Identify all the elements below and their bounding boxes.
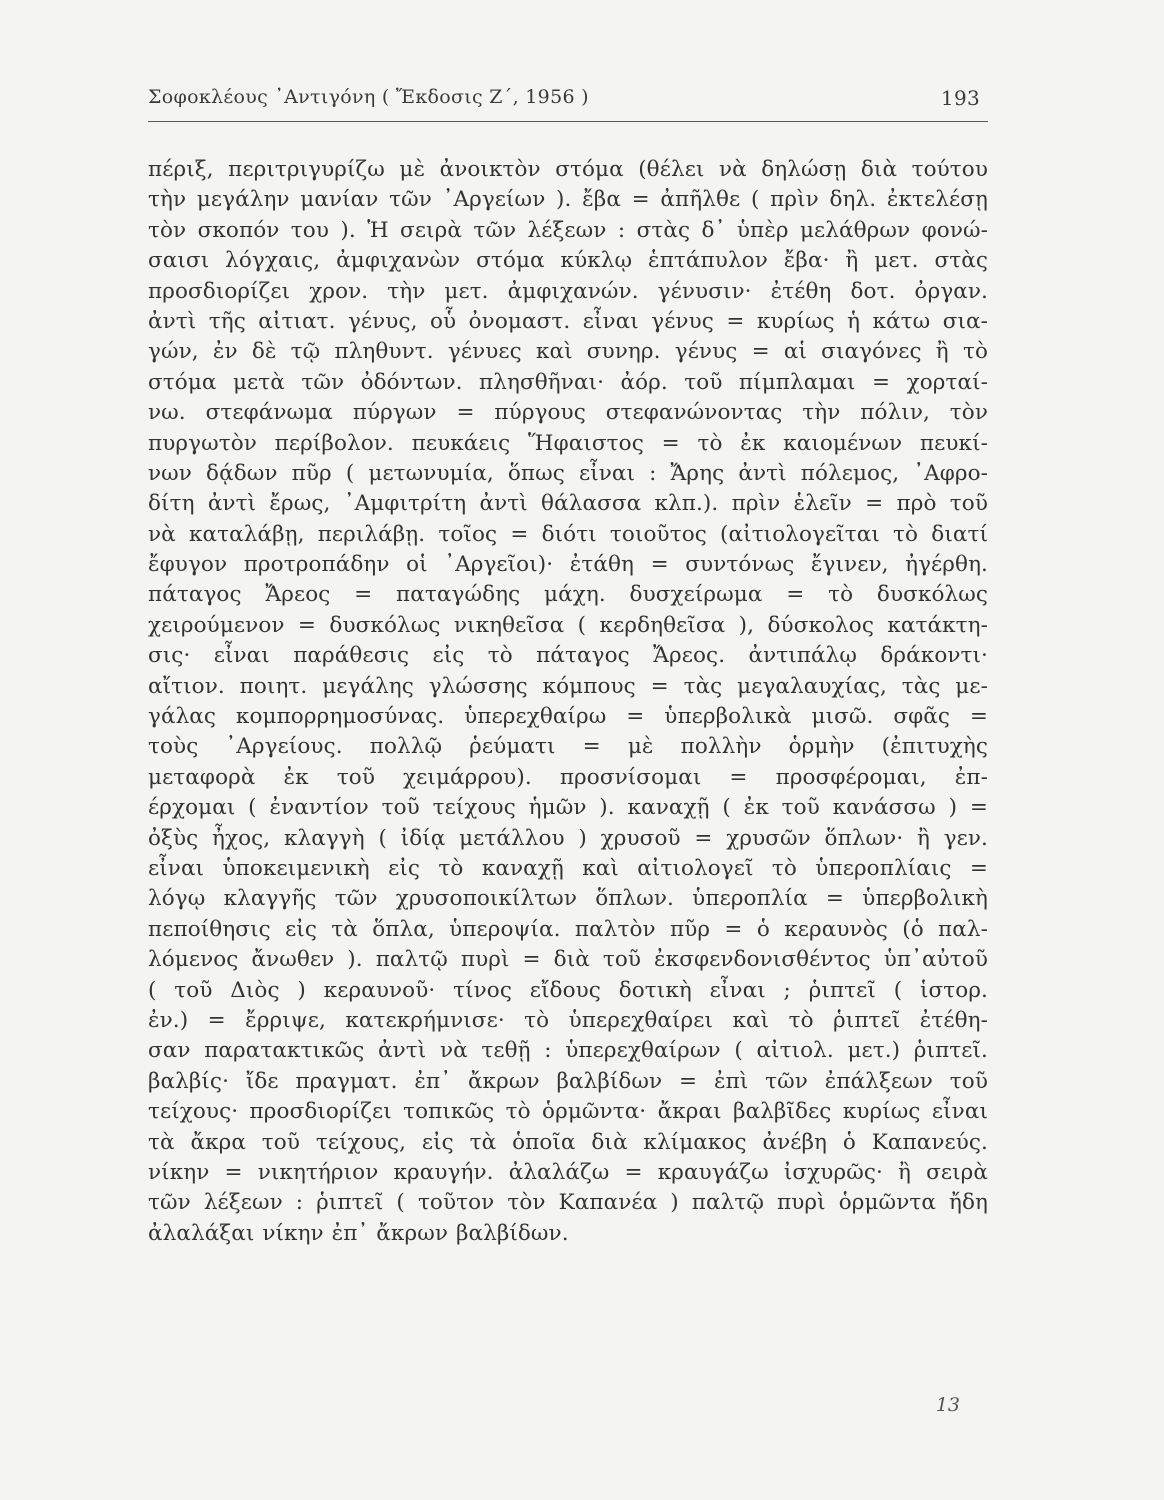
text-line: ἐν.) = ἔρριψε, κατεκρήμνισε· τὸ ὑπερεχθαίρει καὶ τὸ ῥιπτεῖ ἐτέθη- bbox=[148, 1007, 988, 1033]
text-line: ἔφυγον προτροπάδην οἱ ᾿Αργεῖοι)· ἐτάθη = συντόνως ἔγινεν, ἠγέρθη. bbox=[148, 552, 988, 578]
text-line: γάλας κομπορρημοσύνας. ὑπερεχθαίρω = ὑπερβολικὰ μισῶ. σφᾶς = bbox=[148, 704, 988, 730]
text-line: τὰ ἄκρα τοῦ τείχους, εἰς τὰ ὁποῖα διὰ κλίμακος ἀνέβη ὁ Καπανεύς. bbox=[148, 1129, 988, 1155]
text-line: έρχομαι ( ἐναντίον τοῦ τείχους ἡμῶν ). καναχῇ ( ἐκ τοῦ κανάσσω ) = bbox=[148, 795, 988, 821]
signature-mark: 13 bbox=[935, 1394, 960, 1416]
text-line: τῶν λέξεων : ῥιπτεῖ ( τοῦτον τὸν Καπανέα ) παλτῷ πυρὶ ὁρμῶντα ἤδη bbox=[148, 1190, 988, 1216]
text-line: σαισι λόγχαις, ἀμφιχανὼν στόμα κύκλῳ ἑπτάπυλον ἔβα· ἢ μετ. στὰς bbox=[148, 248, 988, 274]
text-line: προσδιορίζει χρον. τὴν μετ. ἀμφιχανών. γένυσιν· ἐτέθη δοτ. ὀργαν. bbox=[148, 278, 988, 304]
text-line: πέριξ, περιτριγυρίζω μὲ ἀνοικτὸν στόμα (θέλει νὰ δηλώσῃ διὰ τούτου bbox=[148, 157, 988, 182]
text-line: ( τοῦ Διὸς ) κεραυνοῦ· τίνος εἴδους δοτικὴ εἶναι ; ῥιπτεῖ ( ἱστορ. bbox=[148, 977, 988, 1003]
commentary-text bbox=[148, 155, 988, 1249]
text-line: νων δᾴδων πῦρ ( μετωνυμία, ὅπως εἶναι : Ἄρης ἀντὶ πόλεμος, ᾿Αφρο- bbox=[148, 460, 988, 486]
text-line: νίκην = νικητήριον κραυγήν. ἀλαλάζω = κραυγάζω ἰσχυρῶς· ἢ σειρὰ bbox=[148, 1159, 988, 1185]
text-line: εἶναι ὑποκειμενικὴ εἰς τὸ καναχῇ καὶ αἰτιολογεῖ τὸ ὑπεροπλίαις = bbox=[148, 855, 988, 881]
text-line: ὀξὺς ἦχος, κλαγγὴ ( ἰδίᾳ μετάλλου ) χρυσοῦ = χρυσῶν ὅπλων· ἢ γεν. bbox=[148, 825, 988, 851]
text-line: νω. στεφάνωμα πύργων = πύργους στεφανώνοντας τὴν πόλιν, τὸν bbox=[148, 400, 988, 426]
running-title: Σοφοκλέους ᾿Αντιγόνη ( Ἔκδοσις Ζ΄, 1956 ) bbox=[148, 86, 589, 108]
text-line: πυργωτὸν περίβολον. πευκάεις Ἥφαιστος = τὸ ἐκ καιομένων πευκί- bbox=[148, 430, 988, 456]
text-line: αἴτιον. ποιητ. μεγάλης γλώσσης κόμπους = τὰς μεγαλαυχίας, τὰς με- bbox=[148, 673, 988, 699]
running-head bbox=[148, 86, 988, 118]
text-line: χειρούμενον = δυσκόλως νικηθεῖσα ( κερδηθεῖσα ), δύσκολος κατάκτη- bbox=[148, 612, 988, 638]
text-line: πάταγος Ἄρεος = παταγώδης μάχη. δυσχείρωμα = τὸ δυσκόλως bbox=[148, 582, 988, 608]
text-line: τὴν μεγάλην μανίαν τῶν ᾿Αργείων ). ἔβα = ἀπῆλθε ( πρὶν δηλ. ἐκτελέσῃ bbox=[148, 187, 988, 213]
text-line: ἀλαλάξαι νίκην ἐπ᾿ ἄκρων βαλβίδων. bbox=[148, 1220, 569, 1246]
text-line: στόμα μετὰ τῶν ὀδόντων. πλησθῆναι· ἀόρ. τοῦ πίμπλαμαι = χορταί- bbox=[148, 369, 988, 395]
text-line: γών, ἐν δὲ τῷ πληθυντ. γένυες καὶ συνηρ. γένυς = αἱ σιαγόνες ἢ τὸ bbox=[148, 339, 988, 365]
text-line: νὰ καταλάβῃ, περιλάβῃ. τοῖος = διότι τοιοῦτος (αἰτιολογεῖται τὸ διατί bbox=[148, 521, 988, 547]
header-rule bbox=[148, 121, 988, 122]
text-line: ἀντὶ τῆς αἰτιατ. γένυς, οὗ ὀνομαστ. εἶναι γένυς = κυρίως ἡ κάτω σια- bbox=[148, 308, 988, 334]
text-line: βαλβίς· ἴδε πραγματ. ἐπ᾿ ἄκρων βαλβίδων = ἐπὶ τῶν ἐπάλξεων τοῦ bbox=[148, 1068, 988, 1094]
text-line: λόμενος ἄνωθεν ). παλτῷ πυρὶ = διὰ τοῦ ἐκσφενδονισθέντος ὑπ᾿αὐτοῦ bbox=[148, 947, 988, 973]
page-number: 193 bbox=[940, 86, 980, 110]
text-line: δίτη ἀντὶ ἔρως, ᾿Αμφιτρίτη ἀντὶ θάλασσα κλπ.). πρὶν ἑλεῖν = πρὸ τοῦ bbox=[148, 491, 988, 517]
text-line: πεποίθησις εἰς τὰ ὅπλα, ὑπεροψία. παλτὸν πῦρ = ὁ κεραυνὸς (ὁ παλ- bbox=[148, 916, 988, 942]
text-line: τοὺς ᾿Αργείους. πολλῷ ῥεύματι = μὲ πολλὴν ὁρμὴν (ἐπιτυχὴς bbox=[148, 734, 988, 760]
text-line: μεταφορὰ ἐκ τοῦ χειμάρρου). προσνίσομαι = προσφέρομαι, ἐπ- bbox=[148, 764, 988, 790]
text-line: τείχους· προσδιορίζει τοπικῶς τὸ ὁρμῶντα· ἄκραι βαλβῖδες κυρίως εἶναι bbox=[148, 1099, 988, 1125]
text-line: σαν παρατακτικῶς ἀντὶ νὰ τεθῇ : ὑπερεχθαίρων ( αἰτιολ. μετ.) ῥιπτεῖ. bbox=[148, 1038, 988, 1064]
text-line: σις· εἶναι παράθεσις εἰς τὸ πάταγος Ἄρεος. ἀντιπάλῳ δράκοντι· bbox=[148, 643, 988, 669]
text-line: τὸν σκοπόν του ). Ἡ σειρὰ τῶν λέξεων : στὰς δ᾿ ὑπὲρ μελάθρων φονώ- bbox=[148, 217, 988, 243]
text-line: λόγῳ κλαγγῆς τῶν χρυσοποικίλτων ὅπλων. ὑπεροπλία = ὑπερβολικὴ bbox=[148, 886, 988, 912]
